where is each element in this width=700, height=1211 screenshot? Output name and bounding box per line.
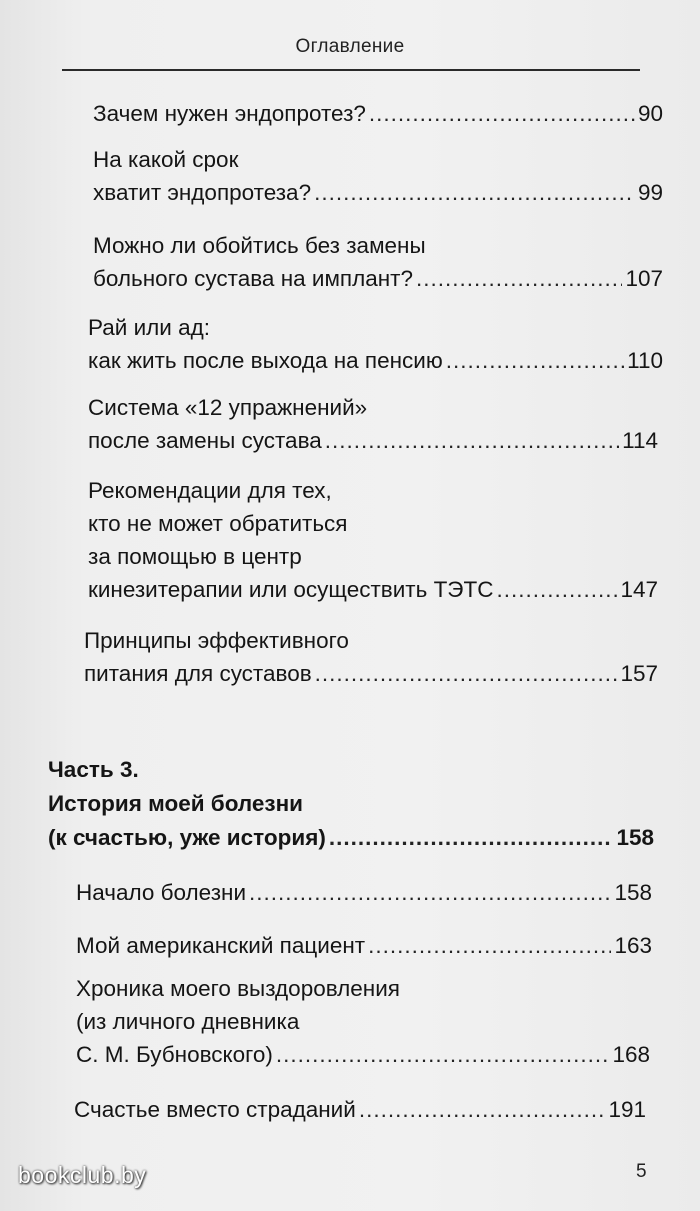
- leader-dots: [369, 97, 635, 130]
- toc-entry-line: Система «12 упражнений»: [88, 395, 368, 420]
- toc-entry: [88, 474, 658, 606]
- toc-entry-title: Зачем нужен эндопротез?: [93, 101, 366, 126]
- part-title: История моей болезни: [48, 791, 303, 816]
- toc-entry-title: Начало болезни: [76, 880, 247, 905]
- toc-page-number: 107: [625, 266, 663, 291]
- toc-page-number: 157: [620, 661, 658, 686]
- toc-entry-line: Принципы эффективного: [84, 628, 349, 653]
- toc-page-number: 99: [637, 180, 663, 205]
- part-subtitle: (к счастью, уже история): [48, 825, 326, 850]
- toc-entry: [93, 143, 663, 209]
- toc-entry-title: кинезитерапии или осуществить ТЭТС: [88, 577, 494, 602]
- toc-entry: [93, 229, 663, 295]
- page-number: 5: [636, 1161, 647, 1182]
- site-watermark: bookclub.by: [18, 1162, 147, 1188]
- part-heading: [48, 753, 654, 855]
- toc-page-number: 163: [614, 933, 652, 958]
- toc-entry-line: (из личного дневника: [76, 1009, 300, 1034]
- toc-entry-title: С. М. Бубновского): [76, 1042, 273, 1067]
- toc-entry-title: больного сустава на имплант?: [93, 266, 413, 291]
- header-rule: [62, 69, 640, 71]
- toc-subentry: [76, 876, 652, 909]
- toc-entry-title: как жить после выхода на пенсию: [88, 348, 443, 373]
- leader-dots: [315, 657, 618, 690]
- leader-dots: [446, 344, 624, 377]
- leader-dots: [314, 176, 635, 209]
- toc-entry-title: хватит эндопротеза?: [93, 180, 312, 205]
- toc-entry-title: Мой американский пациент: [76, 933, 366, 958]
- toc-entry: [88, 391, 658, 457]
- leader-dots: [496, 573, 617, 606]
- toc-entry: [93, 97, 663, 130]
- part-number: Часть 3.: [48, 757, 139, 782]
- toc-entry-title: Счастье вместо страданий: [74, 1097, 356, 1122]
- leader-dots: [276, 1038, 610, 1071]
- leader-dots: [416, 262, 622, 295]
- toc-entry: [88, 311, 663, 377]
- toc-page-number: 114: [622, 428, 658, 453]
- toc-entry-line: Можно ли обойтись без замены: [93, 233, 426, 258]
- leader-dots: [325, 424, 619, 457]
- toc-subentry: [76, 972, 650, 1071]
- toc-page-number: 168: [612, 1042, 650, 1067]
- leader-dots: [368, 929, 611, 962]
- toc-entry: [84, 624, 658, 690]
- leader-dots: [329, 821, 614, 855]
- toc-entry-line: кто не может обратиться: [88, 511, 348, 536]
- toc-subentry: [76, 929, 652, 962]
- part-page-number: 158: [616, 825, 654, 850]
- toc-page-number: 158: [614, 880, 652, 905]
- toc-entry-title: питания для суставов: [84, 661, 312, 686]
- toc-page-number: 191: [608, 1097, 646, 1122]
- toc-entry-line: На какой срок: [93, 147, 239, 172]
- toc-entry-line: Рай или ад:: [88, 315, 211, 340]
- leader-dots: [359, 1093, 606, 1126]
- toc-subentry: [74, 1093, 646, 1126]
- toc-page-number: 110: [627, 348, 663, 373]
- running-header: Оглавление: [295, 36, 405, 57]
- toc-entry-line: за помощью в центр: [88, 544, 302, 569]
- toc-entry-line: Рекомендации для тех,: [88, 478, 332, 503]
- toc-page-number: 147: [620, 577, 658, 602]
- toc-entry-title: после замены сустава: [88, 428, 322, 453]
- leader-dots: [249, 876, 611, 909]
- toc-entry-line: Хроника моего выздоровления: [76, 976, 400, 1001]
- toc-page-number: 90: [637, 101, 663, 126]
